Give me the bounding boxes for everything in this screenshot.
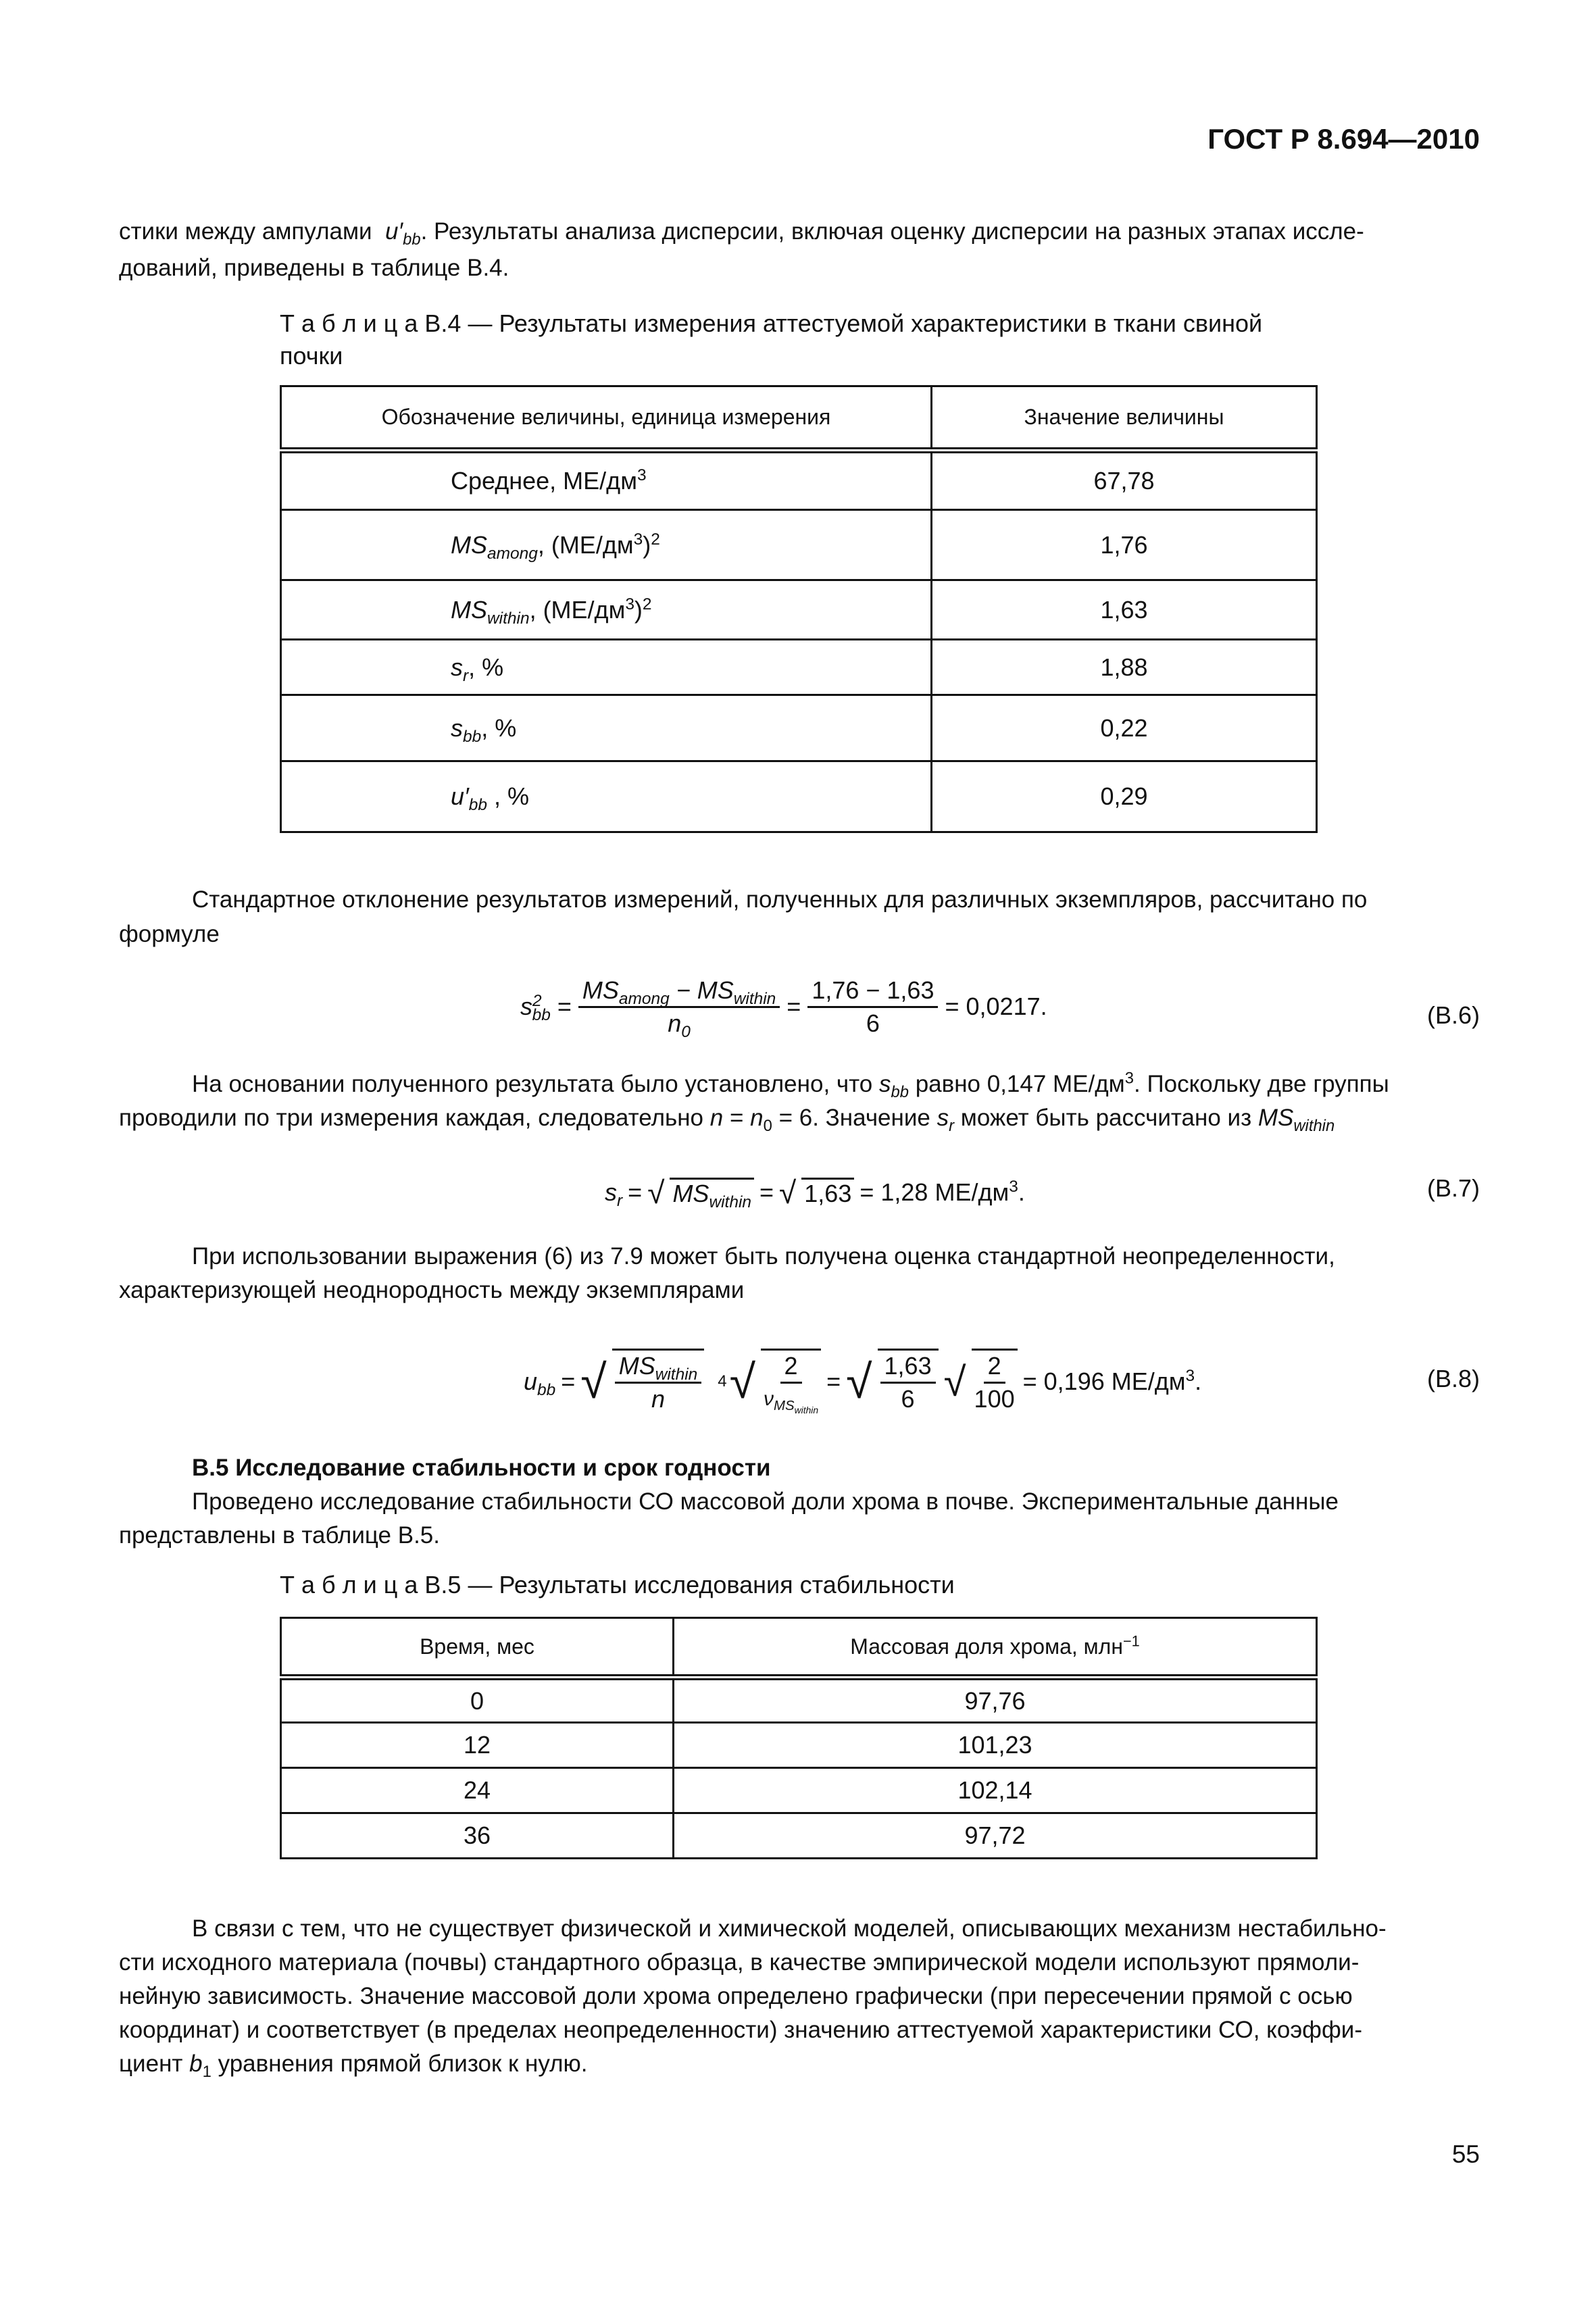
table4-col2-header: Значение величины	[932, 386, 1317, 451]
table5-row2-value: 101,23	[674, 1723, 1317, 1768]
para3-line-1: При использовании выражения (6) из 7.9 может быть получена оценка стандартной неопределенности,	[192, 1243, 1335, 1269]
table4-row1-value: 67,78	[932, 451, 1317, 510]
table4-header-row	[281, 386, 1317, 451]
table4-row6-label: $u'_{bb}$ , %	[281, 761, 932, 832]
table5-row2-time: 12	[281, 1723, 674, 1768]
equation-b8-number: (В.8)	[1426, 1365, 1480, 1392]
table5-row3-time: 24	[281, 1768, 674, 1813]
intro-part-2: . Результаты анализа дисперсии, включая оценку дисперсии на разных этапах иссле-	[420, 218, 1364, 245]
table-row	[281, 695, 1317, 761]
table4-col1-header: Обозначение величины, единица измерения	[281, 386, 932, 451]
table4-row1-label: Среднее, $МЕ/дм^3$	[281, 451, 932, 510]
eq8-result: = 0,196 МЕ/дм	[1022, 1367, 1186, 1395]
table-row	[281, 640, 1317, 695]
para2-line-2: проводили по три измерения каждая, следовательно $n = n_0 = 6$. Значение $s_r$ может быть рассчитано из $MS_{within}$	[119, 1105, 1335, 1135]
equation-b6-number: (В.6)	[1426, 1001, 1480, 1029]
eq6-result: = 0,0217.	[945, 992, 1047, 1020]
para4-line-1: В связи с тем, что не существует физической и химической моделей, описывающих механизм нестабильно-	[192, 1915, 1387, 1942]
table5-caption-text: В.5 — Результаты исследования стабильности	[418, 1571, 955, 1599]
table5-row1-value: 97,76	[674, 1678, 1317, 1723]
table4-row4-value: 1,88	[932, 640, 1317, 695]
para3-line-2: характеризующей неоднородность между экземплярами	[119, 1277, 745, 1303]
table5-col1-header: Время, мес	[281, 1618, 674, 1678]
table5-col2-header: Массовая доля хрома, млн$^{-1}$	[674, 1618, 1317, 1678]
table4-row2-value: 1,76	[932, 510, 1317, 580]
table-b4	[280, 385, 1318, 833]
table5-row4-time: 36	[281, 1813, 674, 1859]
eq7-value: 1,63	[801, 1178, 854, 1208]
table-row	[281, 580, 1317, 640]
table-row	[281, 510, 1317, 580]
page-number: 55	[1451, 2140, 1480, 2168]
eq7-result: = 1,28 МЕ/дм	[859, 1178, 1009, 1206]
table-row	[281, 1768, 1317, 1813]
para1-line-2: формуле	[119, 921, 220, 947]
intro-part-1: стики между ампулами	[119, 218, 372, 245]
para2-line-1: На основании полученного результата было установлено, что $s_{bb}$ равно 0,147 $МЕ/дм^3$. Поскольку две группы	[192, 1069, 1389, 1101]
para4-line-3: нейную зависимость. Значение массовой доли хрома определено графически (при пересечении прямой с осью	[119, 1983, 1353, 2009]
section-line-1: Проведено исследование стабильности СО массовой доли хрома в почве. Экспериментальные данные	[192, 1488, 1339, 1515]
table4-row4-label: $s_r$, %	[281, 640, 932, 695]
table4-row5-label: $s_{bb}$, %	[281, 695, 932, 761]
table4-caption	[280, 307, 1262, 372]
table4-row6-value: 0,29	[932, 761, 1317, 832]
table4-row3-label: $MS_{within}$, $(МЕ/дм^3)^2$	[281, 580, 932, 640]
equation-b7: $s_r$ = √ $MS_{within}$ = √ 1,63 = 1,28 $МЕ/дм^3$.	[605, 1175, 1025, 1211]
table-row	[281, 451, 1317, 510]
para1-line-1: Стандартное отклонение результатов измерений, полученных для различных экземпляров, рассчитано по	[192, 886, 1368, 913]
section-title: В.5 Исследование стабильности и срок годности	[192, 1455, 771, 1481]
table5-header-row	[281, 1618, 1317, 1678]
table4-row5-value: 0,22	[932, 695, 1317, 761]
table4-caption-text: В.4 — Результаты измерения аттестуемой характеристики в ткани свиной	[418, 309, 1263, 337]
table4-row3-value: 1,63	[932, 580, 1317, 640]
table5-row4-value: 97,72	[674, 1813, 1317, 1859]
intro-line-2: дований, приведены в таблице В.4.	[119, 255, 509, 281]
table4-row2-label: $MS_{among}$, $(МЕ/дм^3)^2$	[281, 510, 932, 580]
table-row	[281, 1813, 1317, 1859]
table5-row1-time: 0	[281, 1678, 674, 1723]
para4-line-5: циент $b_1$ уравнения прямой близок к нулю.	[119, 2051, 588, 2081]
table-row	[281, 1678, 1317, 1723]
table-row	[281, 1723, 1317, 1768]
equation-b8: $u_{bb}$ = √ $\frac{MS_{within}}{n}$ 4 √ $\frac{2}{\nu_{MS_{within}}}$ = √ $\frac{1,63}{6}$ √ $\frac{2}{100}$ = 0,196 $МЕ/дм^3$.	[524, 1334, 1201, 1429]
section-line-2: представлены в таблице В.5.	[119, 1522, 440, 1549]
table5-row3-value: 102,14	[674, 1768, 1317, 1813]
table4-caption-lead: Т а б л и ц а	[280, 309, 418, 337]
para4-line-2: сти исходного материала (почвы) стандартного образца, в качестве эмпирической модели используют прямоли-	[119, 1949, 1360, 1976]
eq6-denominator: 6	[866, 1009, 880, 1037]
table5-caption-lead: Т а б л и ц а	[280, 1571, 418, 1599]
table5-caption	[280, 1569, 955, 1601]
intro-line-1: стики между ампулами $u'_{bb}$. Результаты анализа дисперсии, включая оценку дисперсии на разных этапах иссле-	[119, 218, 1364, 249]
equation-b7-number: (В.7)	[1426, 1174, 1480, 1202]
table-b5	[280, 1617, 1318, 1859]
table-row	[281, 761, 1317, 832]
equation-b6: $s^2_{bb}$ = $\frac{MS_{among} - MS_{within}}{n_0}$ = $\frac{1,76 - 1,63}{6}$ = 0,0217.	[520, 976, 1047, 1041]
table4-caption-line2: почки	[280, 342, 343, 370]
para4-line-4: координат) и соответствует (в пределах неопределенности) значению аттестуемой характеристики СО, коэффи-	[119, 2017, 1362, 2043]
eq6-numerator: 1,76 − 1,63	[807, 975, 938, 1008]
document-id: ГОСТ Р 8.694—2010	[1207, 123, 1480, 155]
